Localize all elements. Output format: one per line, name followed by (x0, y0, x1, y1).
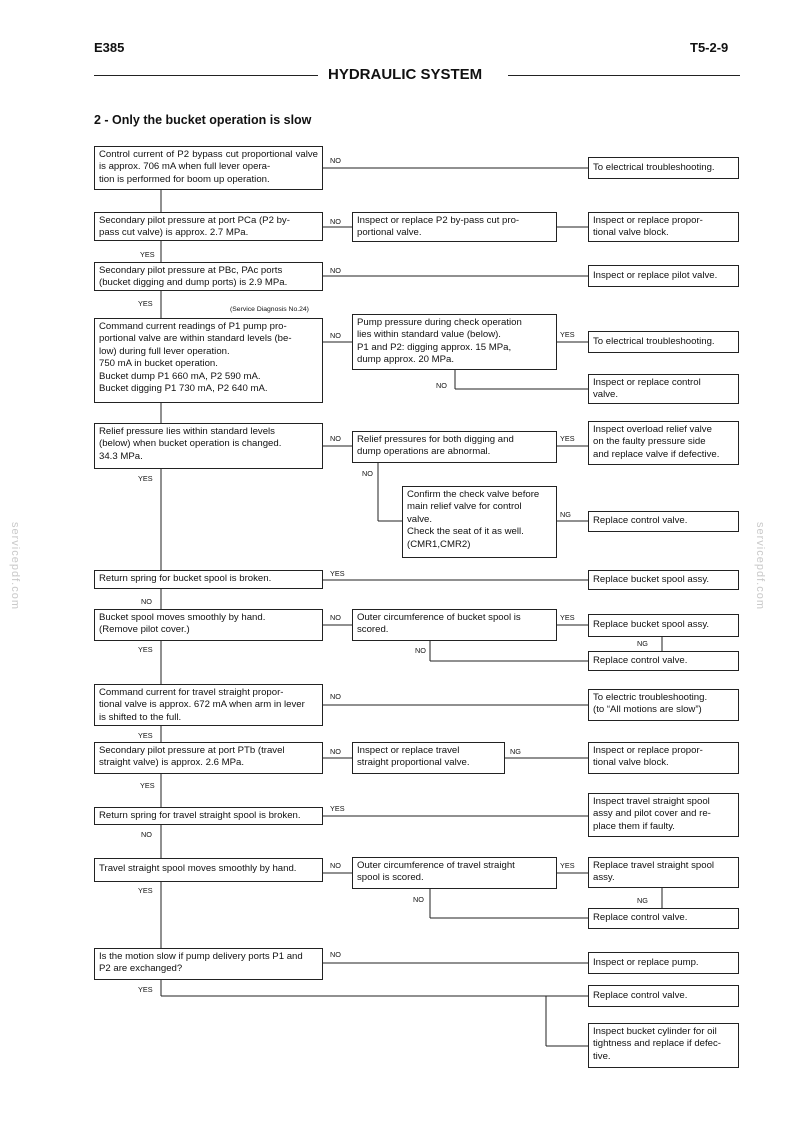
yes-label: YES (140, 250, 155, 259)
replace-control-valve-box-2: Replace control valve. (588, 651, 739, 671)
ng-label: NG (637, 896, 648, 905)
check-pbc-pac-pressure-box: Secondary pilot pressure at PBc, PAc ports (bucket digging and dump ports) is 2.9 MPa. (94, 262, 323, 291)
check-pump-exchange-box: Is the motion slow if pump delivery ports P1 and P2 are exchanged? (94, 948, 323, 980)
no-label: NO (330, 156, 341, 165)
no-label: NO (362, 469, 373, 478)
page-title: HYDRAULIC SYSTEM (322, 66, 488, 83)
no-label: NO (436, 381, 447, 390)
inspect-prop-valve-block-box-1: Inspect or replace propor- tional valve block. (588, 212, 739, 242)
watermark-right: servicepdf.com (753, 522, 766, 610)
no-label: NO (330, 613, 341, 622)
check-ptb-pressure-box: Secondary pilot pressure at port PTb (travel straight valve) is approx. 2.6 MPa. (94, 742, 323, 774)
check-p2-bypass-current-box: Control current of P2 bypass cut proportional valve is approx. 706 mA when full lever opera- tion is performed for boom up operation. (94, 146, 323, 190)
yes-label: YES (138, 731, 153, 740)
no-label: NO (330, 692, 341, 701)
check-travel-spool-moves-box: Travel straight spool moves smoothly by hand. (94, 858, 323, 882)
inspect-overload-relief-box: Inspect overload relief valve on the faulty pressure side and replace valve if defective. (588, 421, 739, 465)
yes-label: YES (138, 474, 153, 483)
no-label: NO (330, 217, 341, 226)
inspect-pilot-valve-box: Inspect or replace pilot valve. (588, 265, 739, 287)
inspect-control-valve-box: Inspect or replace control valve. (588, 374, 739, 404)
no-label: NO (141, 830, 152, 839)
replace-bucket-spool-box-2: Replace bucket spool assy. (588, 614, 739, 637)
confirm-check-valve-box: Confirm the check valve before main relief valve for control valve. Check the seat of it as well. (CMR1,CMR2) (402, 486, 557, 558)
no-label: NO (330, 747, 341, 756)
yes-label: YES (560, 861, 575, 870)
no-label: NO (141, 597, 152, 606)
yes-label: YES (330, 569, 345, 578)
inspect-prop-valve-block-box-2: Inspect or replace propor- tional valve block. (588, 742, 739, 774)
replace-bucket-spool-box-1: Replace bucket spool assy. (588, 570, 739, 590)
electrical-troubleshooting-box-2: To electrical troubleshooting. (588, 331, 739, 353)
replace-control-valve-box-1: Replace control valve. (588, 511, 739, 532)
electric-troubleshooting-box-3: To electric troubleshooting. (to “All motions are slow”) (588, 689, 739, 721)
ng-label: NG (637, 639, 648, 648)
yes-label: YES (330, 804, 345, 813)
check-travel-spool-scored-box: Outer circumference of travel straight spool is scored. (352, 857, 557, 889)
check-return-spring-bucket-box: Return spring for bucket spool is broken. (94, 570, 323, 589)
yes-label: YES (140, 781, 155, 790)
inspect-travel-spool-assy-box: Inspect travel straight spool assy and pilot cover and re- place them if faulty. (588, 793, 739, 837)
electrical-troubleshooting-box-1: To electrical troubleshooting. (588, 157, 739, 179)
no-label: NO (330, 266, 341, 275)
inspect-travel-straight-prop-box: Inspect or replace travel straight proportional valve. (352, 742, 505, 774)
no-label: NO (413, 895, 424, 904)
ng-label: NG (560, 510, 571, 519)
yes-label: YES (138, 299, 153, 308)
no-label: NO (415, 646, 426, 655)
yes-label: YES (138, 886, 153, 895)
check-bucket-spool-moves-box: Bucket spool moves smoothly by hand. (Remove pilot cover.) (94, 609, 323, 641)
check-bucket-spool-scored-box: Outer circumference of bucket spool is scored. (352, 609, 557, 641)
check-return-spring-travel-box: Return spring for travel straight spool is broken. (94, 807, 323, 825)
check-travel-straight-current-box: Command current for travel straight propor- tional valve is approx. 672 mA when arm in lever is shifted to the full. (94, 684, 323, 726)
relief-abnormal-box: Relief pressures for both digging and dump operations are abnormal. (352, 431, 557, 463)
doc-code: E385 (94, 40, 125, 55)
section-title: 2 - Only the bucket operation is slow (94, 113, 312, 127)
inspect-bucket-cylinder-box: Inspect bucket cylinder for oil tightness and replace if defec- tive. (588, 1023, 739, 1068)
page-code: T5-2-9 (690, 40, 729, 55)
inspect-pump-box: Inspect or replace pump. (588, 952, 739, 974)
yes-label: YES (560, 434, 575, 443)
replace-travel-spool-box: Replace travel straight spool assy. (588, 857, 739, 888)
check-pca-pressure-box: Secondary pilot pressure at port PCa (P2 by- pass cut valve) is approx. 2.7 MPa. (94, 212, 323, 241)
check-relief-pressure-box: Relief pressure lies within standard levels (below) when bucket operation is changed. 34.3 MPa. (94, 423, 323, 469)
check-p1-command-current-box: Command current readings of P1 pump pro- portional valve are within standard levels (be- low) during full lever operation. 750 mA in bucket operation. Bucket dump P1 660 mA, P2 590 mA. Bucket digging P1 730 mA, P2 640 mA. (94, 318, 323, 403)
yes-label: YES (138, 985, 153, 994)
no-label: NO (330, 331, 341, 340)
watermark-left: servicepdf.com (8, 522, 21, 610)
service-diagnosis-note: (Service Diagnosis No.24) (230, 306, 309, 313)
yes-label: YES (560, 613, 575, 622)
replace-control-valve-box-3: Replace control valve. (588, 908, 739, 929)
no-label: NO (330, 434, 341, 443)
inspect-p2-bypass-valve-box: Inspect or replace P2 by-pass cut pro- portional valve. (352, 212, 557, 242)
replace-control-valve-box-4: Replace control valve. (588, 985, 739, 1007)
yes-label: YES (560, 330, 575, 339)
no-label: NO (330, 861, 341, 870)
ng-label: NG (510, 747, 521, 756)
yes-label: YES (138, 645, 153, 654)
check-pump-pressure-box: Pump pressure during check operation lies within standard value (below). P1 and P2: digging approx. 15 MPa, dump approx. 20 MPa. (352, 314, 557, 370)
no-label: NO (330, 950, 341, 959)
